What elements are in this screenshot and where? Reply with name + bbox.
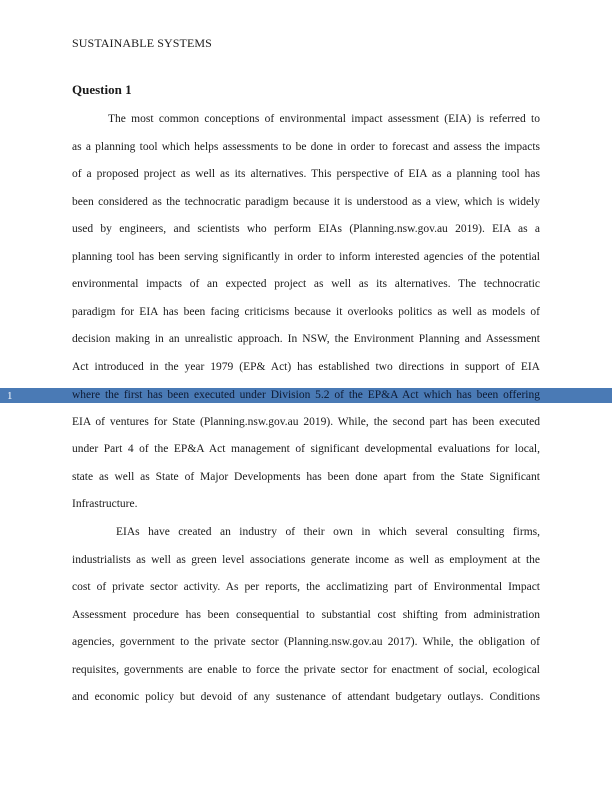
paragraph-2-line: agencies, government to the private sector (Planning.nsw.gov.au 2017). While, the obligation of (72, 636, 540, 648)
paragraph-1-line: environmental impacts of an expected project as well as its alternatives. The technocratic (72, 278, 540, 290)
paragraph-2-line: and economic policy but devoid of any sustenance of attendant budgetary outlays. Conditions (72, 691, 540, 703)
paragraph-1-line: as a planning tool which helps assessments to be done in order to forecast and assess the impacts (72, 140, 540, 153)
paragraph-1-line: Infrastructure. (72, 498, 138, 510)
paragraph-1-line: planning tool has been serving significantly in order to inform interested agencies of the potential (72, 250, 540, 263)
paragraph-1-line: EIA of ventures for State (Planning.nsw.gov.au 2019). While, the second part has been executed (72, 415, 540, 428)
paragraph-2-line: industrialists as well as green level associations generate income as well as employment at the (72, 553, 540, 566)
paragraph-1-line: decision making in an unrealistic approach. In NSW, the Environment Planning and Assessment (72, 333, 540, 345)
paragraph-2-line: Assessment procedure has been consequential to substantial cost shifting from administration (72, 608, 540, 621)
line-number: 1 (7, 390, 13, 402)
section-heading: Question 1 (72, 82, 132, 97)
paragraph-2-line: EIAs have created an industry of their own in which several consulting firms, (116, 526, 540, 538)
paragraph-1-line: of a proposed project as well as its alternatives. This perspective of EIA as a planning tool has (72, 168, 540, 180)
paragraph-1-line: under Part 4 of the EP&A Act management of significant developmental evaluations for local, (72, 443, 540, 455)
paragraph-1-line: The most common conceptions of environmental impact assessment (EIA) is referred to (108, 113, 540, 125)
running-head: SUSTAINABLE SYSTEMS (72, 36, 212, 50)
paragraph-1-line-selected[interactable]: where the first has been executed under Division 5.2 of the EP&A Act which has been offering (72, 389, 540, 401)
paragraph-1-line: state as well as State of Major Developments has been done apart from the State Significant (72, 470, 540, 483)
paragraph-2-line: cost of private sector activity. As per reports, the acclimatizing part of Environmental Impact (72, 581, 540, 593)
paragraph-1-line: paradigm for EIA has been facing criticisms because it overlooks politics as well as models of (72, 305, 540, 318)
paragraph-1-line: used by engineers, and scientists who perform EIAs (Planning.nsw.gov.au 2019). EIA as a (72, 223, 540, 235)
paragraph-2-line: requisites, governments are enable to force the private sector for enactment of social, ecological (72, 663, 540, 676)
paragraph-1-line: been considered as the technocratic paradigm because it is understood as a view, which is widely (72, 195, 540, 208)
paragraph-1-line: Act introduced in the year 1979 (EP& Act) has established two directions in support of EIA (72, 360, 540, 373)
